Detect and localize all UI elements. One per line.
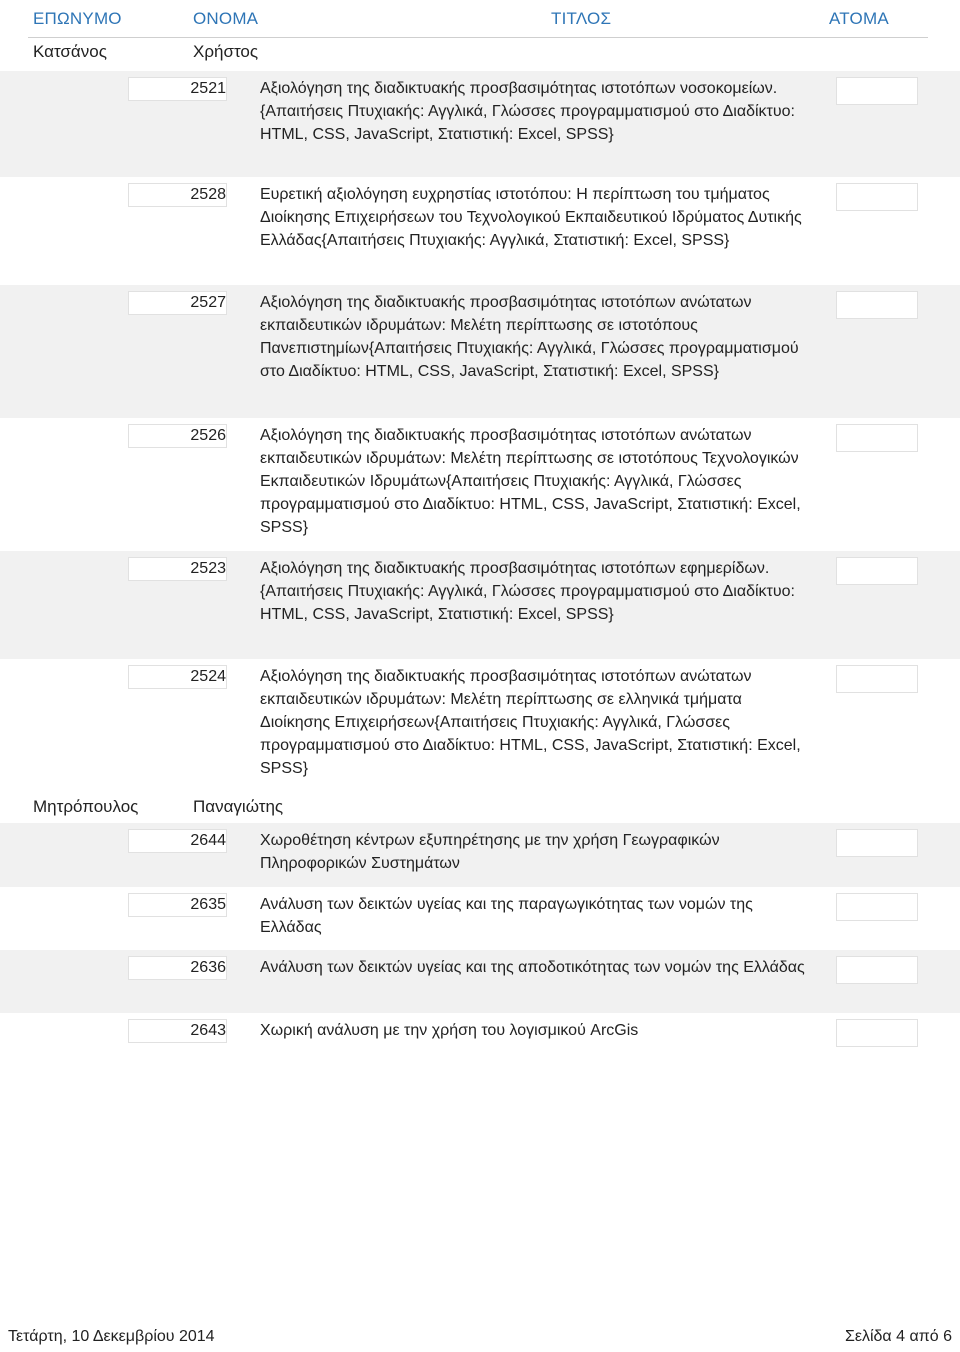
thesis-code: 2636 bbox=[190, 959, 226, 976]
thesis-row bbox=[0, 659, 960, 791]
professor-surname: Κατσάνος bbox=[33, 42, 107, 61]
thesis-row bbox=[0, 71, 960, 177]
thesis-row bbox=[0, 823, 960, 887]
page-footer bbox=[0, 1328, 960, 1352]
thesis-code: 2635 bbox=[190, 896, 226, 913]
thesis-code: 2528 bbox=[190, 186, 226, 203]
thesis-title: Ευρετική αξιολόγηση ευχρηστίας ιστοτόπου: Η περίπτωση του τμήματος Διοίκησης Επιχειρήσεων του Τεχνολογικού Εκπαιδευτικού Ιδρύματος Δυτικής Ελλάδας{Απαιτήσεις Πτυχιακής: Αγγλικά, Στατιστική: Excel, SPSS} bbox=[260, 186, 802, 249]
thesis-title: Χωρική ανάλυση με την χρήση του λογισμικού ArcGis bbox=[260, 1022, 639, 1039]
thesis-title: Χωροθέτηση κέντρων εξυπηρέτησης με την χρήση Γεωγραφικών Πληροφορικών Συστημάτων bbox=[260, 832, 720, 872]
professor-name: Χρήστος bbox=[193, 42, 259, 61]
professor-surname: Μητρόπουλος bbox=[33, 797, 139, 816]
persons-box bbox=[836, 665, 918, 693]
persons-box bbox=[836, 1019, 918, 1047]
thesis-title: Ανάλυση των δεικτών υγείας και της παραγωγικότητας των νομών της Ελλάδας bbox=[260, 896, 753, 936]
header-name: ΟΝΟΜΑ bbox=[193, 9, 259, 28]
persons-box bbox=[836, 893, 918, 921]
thesis-code: 2643 bbox=[190, 1022, 226, 1039]
thesis-row bbox=[0, 887, 960, 950]
persons-box bbox=[836, 424, 918, 452]
thesis-title: Αξιολόγηση της διαδικτυακής προσβασιμότητας ιστοτόπων ανώτατων εκπαιδευτικών ιδρυμάτων: Μελέτη περίπτωσης σε ιστοτόπους Τεχνολογικών Εκπαιδευτικών Ιδρυμάτων{Απαιτήσεις Πτυχιακής: Αγγλικά, Γλώσσες προγραμματισμού στο Διαδίκτυο: HTML, CSS, JavaScript, Στατιστική: Excel, SPSS} bbox=[260, 427, 801, 536]
thesis-code: 2644 bbox=[190, 832, 226, 849]
footer-date: Τετάρτη, 10 Δεκεμβρίου 2014 bbox=[8, 1328, 215, 1345]
persons-box bbox=[836, 291, 918, 319]
header-persons: ΑΤΟΜΑ bbox=[829, 9, 889, 28]
column-header-row bbox=[0, 0, 960, 38]
thesis-title: Αξιολόγηση της διαδικτυακής προσβασιμότητας ιστοτόπων νοσοκομείων. {Απαιτήσεις Πτυχιακής: Αγγλικά, Γλώσσες προγραμματισμού στο Διαδίκτυο: HTML, CSS, JavaScript, Στατιστική: Excel, SPSS} bbox=[260, 80, 795, 143]
persons-box bbox=[836, 77, 918, 105]
header-divider bbox=[28, 37, 928, 38]
persons-box bbox=[836, 183, 918, 211]
thesis-code: 2526 bbox=[190, 427, 226, 444]
thesis-row bbox=[0, 418, 960, 551]
footer-page-number: Σελίδα 4 από 6 bbox=[844, 1328, 952, 1345]
header-title: ΤΙΤΛΟΣ bbox=[551, 9, 612, 28]
thesis-code: 2523 bbox=[190, 560, 226, 577]
thesis-title: Ανάλυση των δεικτών υγείας και της αποδοτικότητας των νομών της Ελλάδας bbox=[260, 959, 805, 976]
thesis-code: 2527 bbox=[190, 294, 226, 311]
thesis-row bbox=[0, 950, 960, 1013]
persons-box bbox=[836, 829, 918, 857]
thesis-title: Αξιολόγηση της διαδικτυακής προσβασιμότητας ιστοτόπων ανώτατων εκπαιδευτικών ιδρυμάτων: Μελέτη περίπτωσης σε ιστοτόπους Πανεπιστημίων{Απαιτήσεις Πτυχιακής: Αγγλικά, Γλώσσες προγραμματισμού στο Διαδίκτυο: HTML, CSS, JavaScript, Στατιστική: Excel, SPSS} bbox=[260, 294, 799, 380]
thesis-code: 2524 bbox=[190, 668, 226, 685]
thesis-row bbox=[0, 285, 960, 418]
thesis-row bbox=[0, 177, 960, 285]
thesis-code: 2521 bbox=[190, 80, 226, 97]
header-surname: ΕΠΩΝΥΜΟ bbox=[33, 9, 122, 28]
thesis-row bbox=[0, 551, 960, 659]
persons-box bbox=[836, 557, 918, 585]
thesis-row bbox=[0, 1013, 960, 1055]
thesis-title: Αξιολόγηση της διαδικτυακής προσβασιμότητας ιστοτόπων εφημερίδων. {Απαιτήσεις Πτυχιακής: Αγγλικά, Γλώσσες προγραμματισμού στο Διαδίκτυο: HTML, CSS, JavaScript, Στατιστική: Excel, SPSS} bbox=[260, 560, 795, 623]
persons-box bbox=[836, 956, 918, 984]
thesis-title: Αξιολόγηση της διαδικτυακής προσβασιμότητας ιστοτόπων ανώτατων εκπαιδευτικών ιδρυμάτων: Μελέτη περίπτωσης σε ελληνικά τμήματα Διοίκησης Επιχειρήσεων{Απαιτήσεις Πτυχιακής: Αγγλικά, Γλώσσες προγραμματισμού στο Διαδίκτυο: HTML, CSS, JavaScript, Στατιστική: Excel, SPSS} bbox=[260, 668, 801, 777]
professor-row bbox=[0, 42, 960, 72]
professor-name: Παναγιώτης bbox=[193, 797, 284, 816]
